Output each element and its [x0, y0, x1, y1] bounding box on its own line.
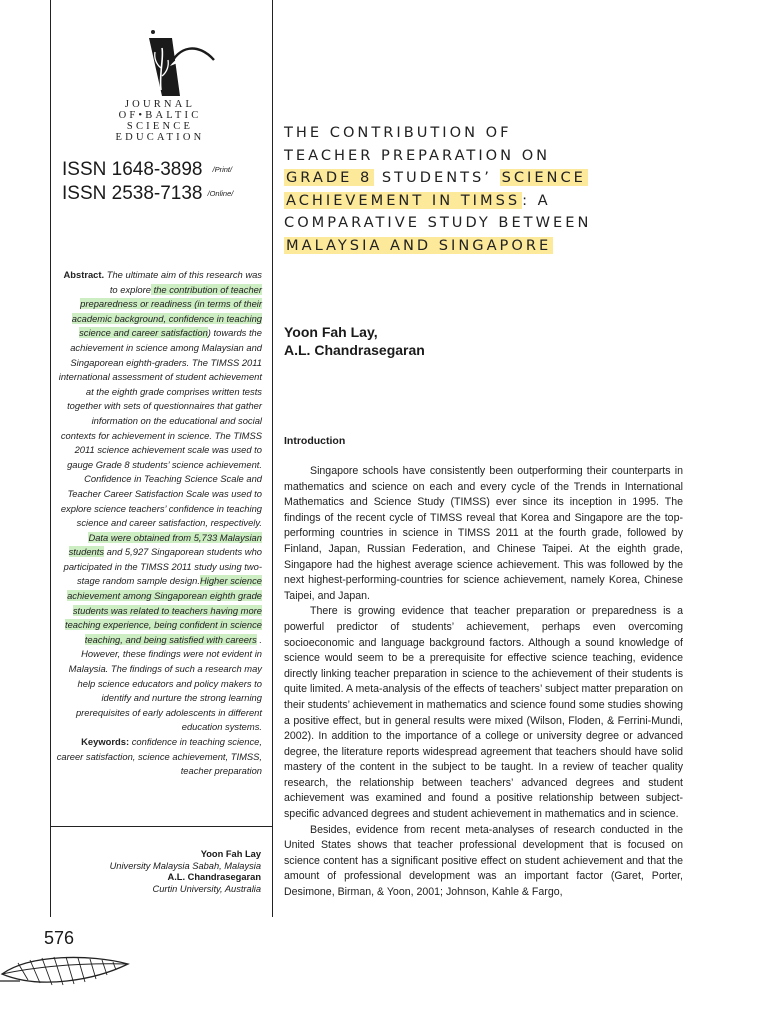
abstract-highlight: Data were obtained from 5,733 Malaysian students [68, 531, 262, 558]
title-highlight: MALAYSIA AND SINGAPORE [286, 236, 552, 254]
paragraph: Besides, evidence from recent meta-analyses of research conducted in the United States shows that teacher professional development that is focused on science content has a significant positive effect on student achievement and that the amount of professional development was an important factor (Garet, Porter, Desimone, Birman, & Yoon, 2001; Johnson, Kahle & Fargo, [284, 823, 683, 899]
affiliation-institution: Curtin University, Australia [152, 883, 261, 894]
affiliation-name: Yoon Fah Lay [200, 849, 261, 859]
article-title [284, 122, 724, 258]
sidebar-divider [50, 826, 273, 827]
title-highlight: ACHIEVEMENT IN TIMSS [286, 191, 521, 209]
title-text: COMPARATIVE STUDY BETWEEN [284, 214, 592, 232]
keywords: confidence in teaching science, career satisfaction, science achievement, TIMSS, teacher preparation [56, 736, 262, 777]
abstract-text: and 5,927 Singaporean students who participated in the TIMSS 2011 study using two-stage random sample design. [63, 546, 262, 587]
title-line [284, 190, 724, 213]
title-line [284, 145, 724, 168]
title-highlight: SCIENCE [501, 169, 586, 187]
journal-name-line-2: OF•BALTIC [118, 110, 202, 121]
journal-logo [140, 30, 220, 100]
journal-name-line-3: SCIENCE [126, 121, 194, 132]
article-authors [284, 323, 425, 359]
affiliation-institution: University Malaysia Sabah, Malaysia [109, 860, 261, 871]
issn-print: ISSN 1648-3898 /Print/ [62, 159, 233, 180]
abstract-body [59, 269, 262, 732]
journal-name [100, 99, 220, 143]
affiliation-name: A.L. Chandrasegaran [167, 872, 261, 882]
sidebar-right-rule [272, 0, 273, 917]
abstract-text: . However, these findings were not evident in Malaysia. The findings of such a research may help science educators and policy makers to identify and nurture the strong learning prerequisites of early adolescents in different education systems. [68, 633, 262, 733]
page-number: 576 [44, 928, 75, 948]
section-heading: Introduction [284, 435, 346, 447]
abstract-text: The ultimate aim of this research was to explore [104, 269, 262, 295]
journal-name-line-1: JOURNAL [124, 99, 196, 110]
abstract [56, 268, 262, 779]
keywords-label: Keywords: [81, 736, 130, 747]
introduction-body [284, 464, 683, 901]
paragraph: There is growing evidence that teacher preparation or preparedness is a powerful predictor of students’ achievement, perhaps even overcoming socioeconomic and language background factors. Although a sound knowledge of science would seem to be a prerequisite for effective science teaching, evidence directly linking teacher preparation in science to the achievement of their students is quite limited. A meta-analysis of the effects of teachers’ subject matter preparation on their students’ achievement in mathematics and science found some studies showing a positive effect, but in general results were mixed (Wilson, Floden, & Ferrini-Mundi, 2002). In addition to the importance of a college or university degree or advanced degree, the literature reports widespread agreement that teachers should have solid mastery of the content in the subject to be taught. In a review of teacher quality research, the relationship between teachers’ advanced degrees and student achievement was examined and found a positive relationship between subject-specific advanced degrees and student achievement in mathematics and in science. [284, 605, 683, 821]
title-highlight: GRADE 8 [286, 169, 373, 187]
journal-name-line-4: EDUCATION [115, 132, 205, 143]
title-text: STUDENTS’ [374, 169, 500, 187]
title-line [284, 167, 724, 190]
abstract-highlight: Higher science achievement among Singaporean eighth grade students was related to teachers having more teaching experience, being confident in science teaching, and being satisfied with careers [64, 575, 262, 645]
issn-online: ISSN 2538-7138 /Online/ [62, 183, 234, 204]
title-line [284, 235, 724, 258]
title-line [284, 212, 724, 235]
leaf-ornament-icon [0, 950, 130, 994]
author-name: Yoon Fah Lay, [284, 324, 378, 340]
abstract-highlight: the contribution of teacher preparedness or readiness (in terms of their academic background, confidence in teaching science and career satisfaction [71, 283, 262, 339]
abstract-text: ) towards the achievement in science among Malaysian and Singaporean eighth-graders. The TIMSS 2011 international assessment of student achievement at the eighth grade comprises written tests together with sets of questionnaires that gather information on the educational and social contexts for achievement in science. The TIMSS 2011 science achievement scale was used to gauge Grade 8 students’ science achievement. Confidence in Teaching Science Scale and Teacher Career Satisfaction Scale was used to explore science teachers’ confidence in teaching science and career satisfaction, respectively. [58, 327, 262, 529]
title-text: : A [522, 191, 551, 209]
paragraph: Singapore schools have consistently been outperforming their counterparts in mathematics and science on each and every cycle of the Trends in International Mathematics and Science Study (TIMSS) ever since its inception in 1995. The findings of the recent cycle of TIMSS reveal that Korea and Singapore are the top-performing countries in science in TIMSS 2011 at the fourth grade, followed by Finland, Japan, Russian Federation, and Chinese Taipei. At the eighth grade, Singapore had the highest average science achievement. This was followed by the next highest-performing-countries for science achievement, namely Korea, Chinese Taipei, and Japan. [284, 465, 683, 602]
sidebar-left-rule [50, 0, 51, 917]
author-name: A.L. Chandrasegaran [284, 342, 425, 358]
title-text: TEACHER PREPARATION ON [284, 146, 551, 164]
abstract-label: Abstract. [63, 269, 105, 280]
issn-online-label: /Online/ [207, 189, 234, 199]
dot-icon: • [138, 110, 146, 121]
author-affiliations [80, 849, 261, 895]
issn-print-label: /Print/ [212, 165, 233, 175]
title-line [284, 122, 724, 145]
title-text: THE CONTRIBUTION OF [284, 124, 512, 141]
